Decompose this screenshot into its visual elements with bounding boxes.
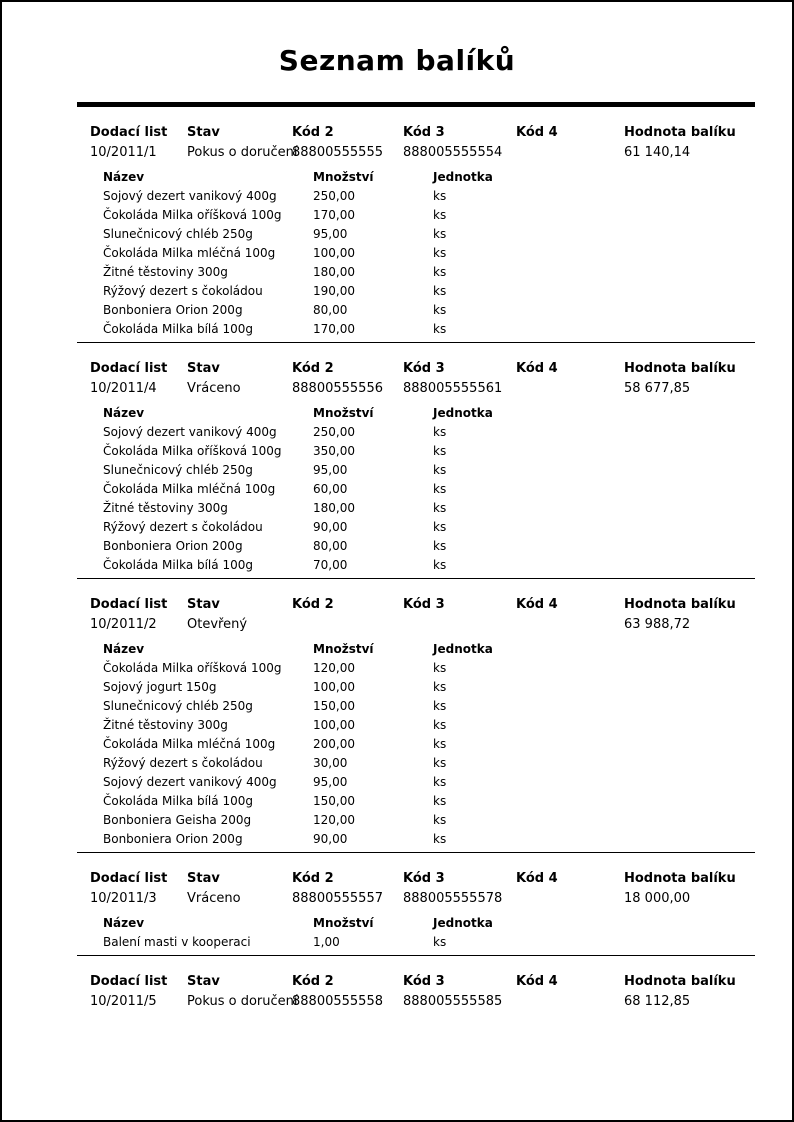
item-mnozstvi: 80,00: [313, 303, 348, 317]
package-value-row: [77, 143, 755, 162]
item-jednotka: ks: [433, 463, 447, 477]
item-row: [77, 320, 755, 339]
item-jednotka: ks: [433, 558, 447, 572]
col-header-kod4: Kód 4: [516, 125, 558, 140]
hodnota-baliku-value: 18 000,00: [624, 891, 691, 906]
item-nazev: Slunečnicový chléb 250g: [103, 699, 253, 713]
col-header-mnozstvi: Množství: [313, 406, 374, 420]
items-table: [77, 640, 755, 849]
col-header-kod2: Kód 2: [292, 974, 334, 989]
item-row: [77, 697, 755, 716]
item-nazev: Žitné těstoviny 300g: [103, 501, 228, 515]
section-divider: [77, 852, 755, 853]
item-nazev: Sojový dezert vanikový 400g: [103, 775, 277, 789]
item-mnozstvi: 120,00: [313, 813, 355, 827]
item-nazev: Rýžový dezert s čokoládou: [103, 520, 263, 534]
item-row: [77, 263, 755, 282]
item-jednotka: ks: [433, 189, 447, 203]
col-header-nazev: Název: [103, 170, 145, 184]
item-jednotka: ks: [433, 501, 447, 515]
item-row: [77, 244, 755, 263]
item-row: [77, 480, 755, 499]
col-header-dodaci-list: Dodací list: [90, 125, 168, 140]
item-mnozstvi: 180,00: [313, 501, 355, 515]
kod2-value: 88800555556: [292, 381, 383, 396]
dodaci-list-value: 10/2011/3: [90, 891, 157, 906]
item-mnozstvi: 90,00: [313, 520, 348, 534]
item-nazev: Čokoláda Milka bílá 100g: [103, 322, 253, 336]
col-header-dodaci-list: Dodací list: [90, 871, 168, 886]
items-header-row: [77, 914, 755, 933]
kod3-value: 888005555585: [403, 994, 503, 1009]
item-mnozstvi: 70,00: [313, 558, 348, 572]
col-header-kod3: Kód 3: [403, 361, 445, 376]
item-row: [77, 811, 755, 830]
package-section: [77, 955, 755, 1014]
item-mnozstvi: 120,00: [313, 661, 355, 675]
col-header-stav: Stav: [187, 361, 220, 376]
col-header-kod4: Kód 4: [516, 871, 558, 886]
item-nazev: Balení masti v kooperaci: [103, 935, 251, 949]
dodaci-list-value: 10/2011/4: [90, 381, 157, 396]
item-nazev: Žitné těstoviny 300g: [103, 265, 228, 279]
col-header-kod3: Kód 3: [403, 974, 445, 989]
kod3-value: 888005555578: [403, 891, 503, 906]
col-header-mnozstvi: Množství: [313, 916, 374, 930]
item-mnozstvi: 100,00: [313, 718, 355, 732]
item-jednotka: ks: [433, 775, 447, 789]
item-nazev: Čokoláda Milka oříšková 100g: [103, 444, 282, 458]
item-nazev: Sojový jogurt 150g: [103, 680, 217, 694]
item-nazev: Rýžový dezert s čokoládou: [103, 756, 263, 770]
item-jednotka: ks: [433, 265, 447, 279]
item-nazev: Čokoláda Milka bílá 100g: [103, 558, 253, 572]
package-value-row: [77, 992, 755, 1011]
package-section: [77, 578, 755, 852]
item-jednotka: ks: [433, 737, 447, 751]
package-value-row: [77, 889, 755, 908]
item-row: [77, 423, 755, 442]
stav-value: Pokus o doručení: [187, 145, 298, 160]
item-nazev: Sojový dezert vanikový 400g: [103, 425, 277, 439]
item-row: [77, 933, 755, 952]
item-nazev: Čokoláda Milka mléčná 100g: [103, 482, 276, 496]
col-header-hodnota-baliku: Hodnota balíku: [624, 871, 736, 886]
kod2-value: 88800555557: [292, 891, 383, 906]
item-mnozstvi: 250,00: [313, 189, 355, 203]
item-jednotka: ks: [433, 661, 447, 675]
item-row: [77, 792, 755, 811]
item-row: [77, 282, 755, 301]
item-mnozstvi: 170,00: [313, 322, 355, 336]
col-header-nazev: Název: [103, 916, 145, 930]
item-row: [77, 187, 755, 206]
item-row: [77, 716, 755, 735]
item-jednotka: ks: [433, 832, 447, 846]
item-row: [77, 678, 755, 697]
package-sections: [77, 123, 755, 1014]
items-header-row: [77, 640, 755, 659]
item-mnozstvi: 95,00: [313, 227, 348, 241]
col-header-mnozstvi: Množství: [313, 642, 374, 656]
item-row: [77, 830, 755, 849]
item-row: [77, 301, 755, 320]
item-jednotka: ks: [433, 284, 447, 298]
item-jednotka: ks: [433, 539, 447, 553]
item-nazev: Žitné těstoviny 300g: [103, 718, 228, 732]
col-header-hodnota-baliku: Hodnota balíku: [624, 597, 736, 612]
item-row: [77, 735, 755, 754]
stav-value: Otevřený: [187, 617, 248, 632]
page-title: Seznam balíků: [278, 44, 516, 77]
item-mnozstvi: 350,00: [313, 444, 355, 458]
col-header-kod3: Kód 3: [403, 125, 445, 140]
section-divider: [77, 578, 755, 579]
item-jednotka: ks: [433, 227, 447, 241]
item-mnozstvi: 90,00: [313, 832, 348, 846]
col-header-jednotka: Jednotka: [433, 642, 493, 656]
item-nazev: Bonboniera Geisha 200g: [103, 813, 252, 827]
col-header-jednotka: Jednotka: [433, 406, 493, 420]
item-jednotka: ks: [433, 208, 447, 222]
item-nazev: Bonboniera Orion 200g: [103, 832, 243, 846]
item-jednotka: ks: [433, 303, 447, 317]
item-nazev: Rýžový dezert s čokoládou: [103, 284, 263, 298]
items-table: [77, 168, 755, 339]
col-header-stav: Stav: [187, 597, 220, 612]
item-row: [77, 206, 755, 225]
col-header-kod3: Kód 3: [403, 871, 445, 886]
package-section: [77, 123, 755, 342]
item-jednotka: ks: [433, 425, 447, 439]
col-header-kod2: Kód 2: [292, 871, 334, 886]
item-mnozstvi: 100,00: [313, 246, 355, 260]
item-mnozstvi: 80,00: [313, 539, 348, 553]
item-mnozstvi: 170,00: [313, 208, 355, 222]
kod3-value: 888005555561: [403, 381, 503, 396]
item-jednotka: ks: [433, 246, 447, 260]
item-mnozstvi: 95,00: [313, 775, 348, 789]
item-jednotka: ks: [433, 680, 447, 694]
item-mnozstvi: 150,00: [313, 794, 355, 808]
package-header-row: [77, 869, 755, 888]
item-nazev: Sojový dezert vanikový 400g: [103, 189, 277, 203]
items-rows: [77, 423, 755, 575]
package-header-row: [77, 972, 755, 991]
item-nazev: Slunečnicový chléb 250g: [103, 227, 253, 241]
col-header-nazev: Název: [103, 406, 145, 420]
item-nazev: Čokoláda Milka oříšková 100g: [103, 208, 282, 222]
col-header-kod3: Kód 3: [403, 597, 445, 612]
item-jednotka: ks: [433, 520, 447, 534]
col-header-kod2: Kód 2: [292, 597, 334, 612]
item-jednotka: ks: [433, 699, 447, 713]
item-jednotka: ks: [433, 444, 447, 458]
stav-value: Vráceno: [187, 381, 241, 396]
kod2-value: 88800555555: [292, 145, 383, 160]
package-header-row: [77, 595, 755, 614]
stav-value: Vráceno: [187, 891, 241, 906]
item-nazev: Čokoláda Milka bílá 100g: [103, 794, 253, 808]
kod3-value: 888005555554: [403, 145, 503, 160]
col-header-stav: Stav: [187, 125, 220, 140]
item-row: [77, 556, 755, 575]
items-rows: [77, 933, 755, 952]
item-mnozstvi: 60,00: [313, 482, 348, 496]
item-jednotka: ks: [433, 935, 447, 949]
item-jednotka: ks: [433, 794, 447, 808]
item-row: [77, 659, 755, 678]
item-nazev: Čokoláda Milka mléčná 100g: [103, 246, 276, 260]
col-header-jednotka: Jednotka: [433, 170, 493, 184]
items-rows: [77, 659, 755, 849]
hodnota-baliku-value: 68 112,85: [624, 994, 691, 1009]
hodnota-baliku-value: 63 988,72: [624, 617, 691, 632]
col-header-nazev: Název: [103, 642, 145, 656]
col-header-hodnota-baliku: Hodnota balíku: [624, 125, 736, 140]
col-header-kod2: Kód 2: [292, 361, 334, 376]
dodaci-list-value: 10/2011/5: [90, 994, 157, 1009]
hodnota-baliku-value: 58 677,85: [624, 381, 691, 396]
item-jednotka: ks: [433, 322, 447, 336]
col-header-dodaci-list: Dodací list: [90, 597, 168, 612]
dodaci-list-value: 10/2011/2: [90, 617, 157, 632]
item-row: [77, 225, 755, 244]
item-mnozstvi: 95,00: [313, 463, 348, 477]
title-rule: [77, 102, 755, 107]
item-row: [77, 518, 755, 537]
items-table: [77, 404, 755, 575]
package-value-row: [77, 379, 755, 398]
col-header-stav: Stav: [187, 871, 220, 886]
items-header-row: [77, 168, 755, 187]
col-header-kod2: Kód 2: [292, 125, 334, 140]
item-nazev: Čokoláda Milka mléčná 100g: [103, 737, 276, 751]
item-row: [77, 499, 755, 518]
kod2-value: 88800555558: [292, 994, 383, 1009]
items-rows: [77, 187, 755, 339]
item-jednotka: ks: [433, 813, 447, 827]
item-jednotka: ks: [433, 482, 447, 496]
stav-value: Pokus o doručení: [187, 994, 298, 1009]
item-mnozstvi: 200,00: [313, 737, 355, 751]
item-mnozstvi: 30,00: [313, 756, 348, 770]
item-row: [77, 773, 755, 792]
item-nazev: Bonboniera Orion 200g: [103, 539, 243, 553]
item-nazev: Bonboniera Orion 200g: [103, 303, 243, 317]
section-divider: [77, 342, 755, 343]
package-value-row: [77, 615, 755, 634]
package-section: [77, 342, 755, 578]
item-nazev: Slunečnicový chléb 250g: [103, 463, 253, 477]
col-header-dodaci-list: Dodací list: [90, 361, 168, 376]
item-row: [77, 754, 755, 773]
package-header-row: [77, 359, 755, 378]
col-header-jednotka: Jednotka: [433, 916, 493, 930]
col-header-kod4: Kód 4: [516, 361, 558, 376]
col-header-kod4: Kód 4: [516, 974, 558, 989]
item-jednotka: ks: [433, 756, 447, 770]
col-header-stav: Stav: [187, 974, 220, 989]
item-mnozstvi: 1,00: [313, 935, 340, 949]
section-divider: [77, 955, 755, 956]
package-header-row: [77, 123, 755, 142]
col-header-mnozstvi: Množství: [313, 170, 374, 184]
item-nazev: Čokoláda Milka oříšková 100g: [103, 661, 282, 675]
col-header-kod4: Kód 4: [516, 597, 558, 612]
col-header-dodaci-list: Dodací list: [90, 974, 168, 989]
item-row: [77, 442, 755, 461]
item-mnozstvi: 150,00: [313, 699, 355, 713]
item-jednotka: ks: [433, 718, 447, 732]
item-mnozstvi: 190,00: [313, 284, 355, 298]
package-section: [77, 852, 755, 955]
dodaci-list-value: 10/2011/1: [90, 145, 157, 160]
item-mnozstvi: 100,00: [313, 680, 355, 694]
items-table: [77, 914, 755, 952]
col-header-hodnota-baliku: Hodnota balíku: [624, 361, 736, 376]
item-mnozstvi: 250,00: [313, 425, 355, 439]
col-header-hodnota-baliku: Hodnota balíku: [624, 974, 736, 989]
item-row: [77, 537, 755, 556]
hodnota-baliku-value: 61 140,14: [624, 145, 691, 160]
item-mnozstvi: 180,00: [313, 265, 355, 279]
items-header-row: [77, 404, 755, 423]
item-row: [77, 461, 755, 480]
